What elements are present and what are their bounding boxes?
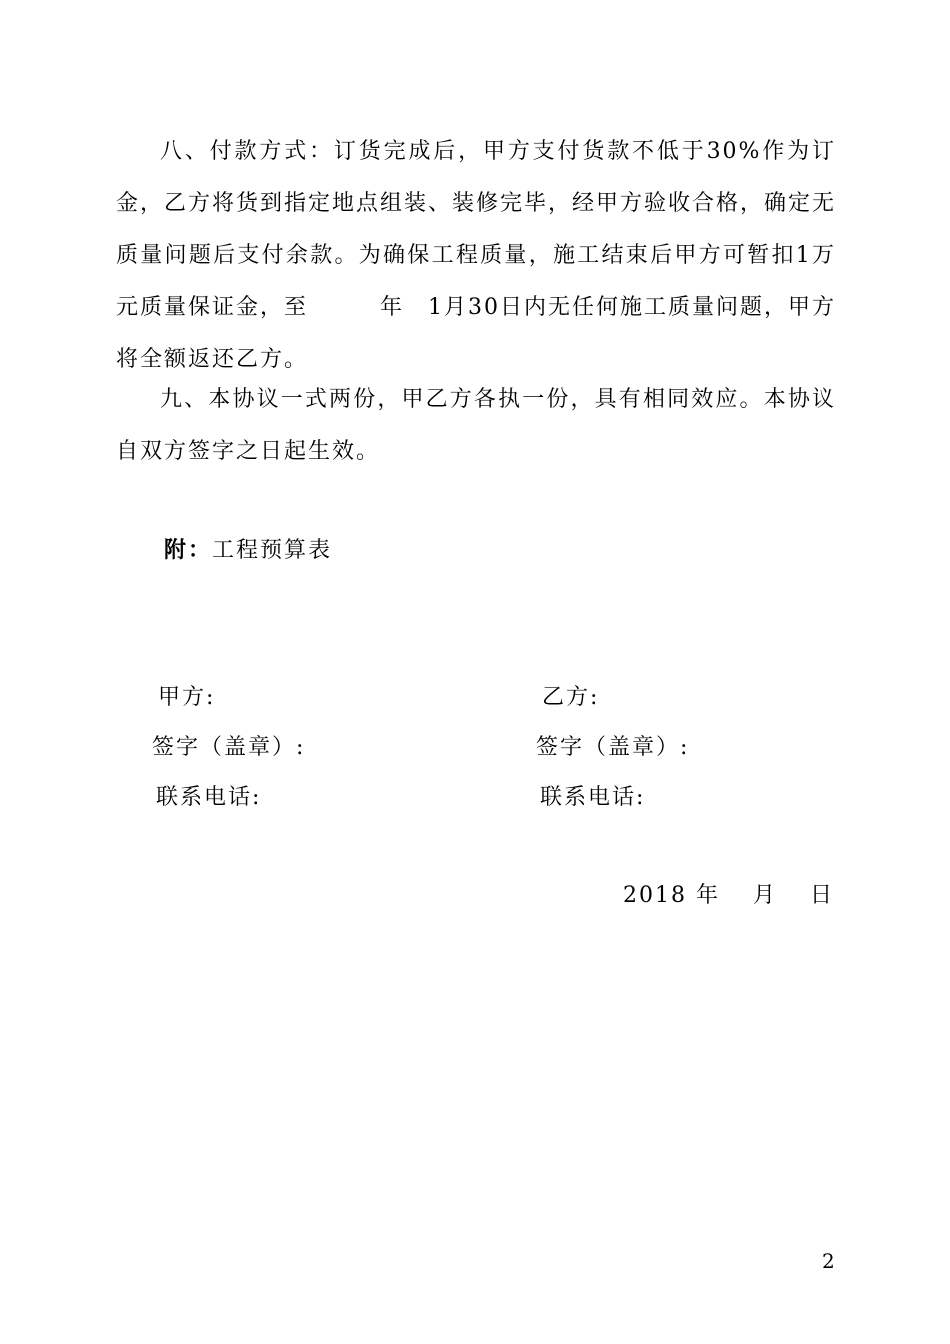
party-b-signature: 签字（盖章）:	[536, 735, 690, 760]
date-line: 2018 年 月 日	[623, 883, 834, 908]
attachment-title: 工程预算表	[212, 538, 333, 563]
party-a-label: 甲方:	[158, 685, 216, 710]
party-b-phone: 联系电话:	[540, 785, 646, 810]
page-number: 2	[822, 1249, 835, 1273]
party-a-signature: 签字（盖章）:	[152, 735, 306, 760]
attachment-prefix: 附：	[164, 537, 213, 563]
clause-8-payment: 八、付款方式：订货完成后，甲方支付货款不低于30%作为订金，乙方将货到指定地点组装、装修完毕，经甲方验收合格，确定无质量问题后支付余款。为确保工程质量，施工结束后甲方可暂扣1万元质量保证金，至 年 1月30日内无任何施工质量问题，甲方将全额返还乙方。	[116, 139, 837, 372]
party-b-label: 乙方:	[542, 685, 600, 710]
attachment-line	[164, 530, 332, 571]
clause-9-copies: 九、本协议一式两份，甲乙方各执一份，具有相同效应。本协议自双方签字之日起生效。	[116, 387, 836, 464]
party-a-phone: 联系电话:	[156, 785, 262, 810]
